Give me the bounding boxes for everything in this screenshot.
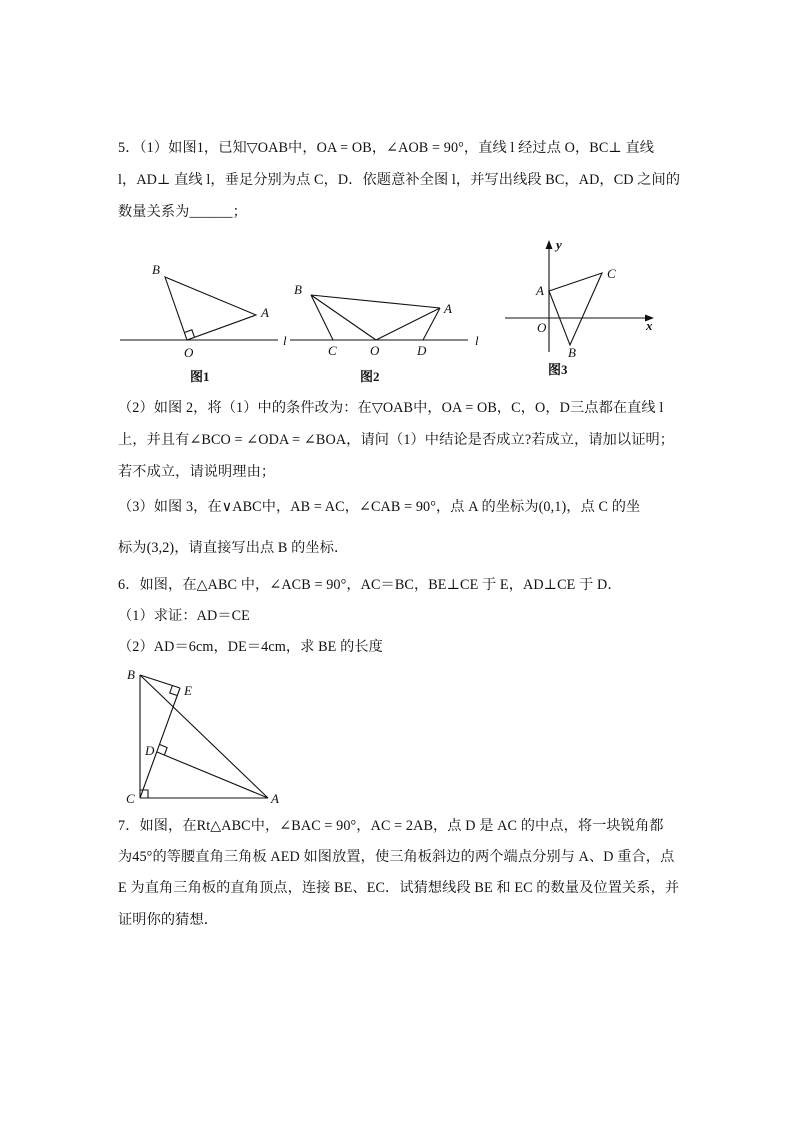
q7-line-3: E 为直角三角板的直角顶点，连接 BE、EC．试猜想线段 BE 和 EC 的数量及位置关系，并 [118, 880, 680, 896]
q5-part3-line-2: 标为(3,2)，请直接写出点 B 的坐标． [118, 540, 349, 556]
q5-part2-line-1: （2）如图 2，将（1）中的条件改为：在▽OAB中，OA = OB，C，O，D三点都在直线 l [118, 400, 664, 416]
q5-line-3: 数量关系为______； [118, 204, 247, 220]
fig2-label-a: A [444, 301, 452, 316]
fig3-y-arrow-icon [546, 240, 553, 249]
figure-3 [505, 237, 654, 377]
q5-line-2: l，AD⊥ 直线 l，垂足分别为点 C，D．依题意补全图 l，并写出线段 BC，AD，CD 之间的 [118, 172, 681, 188]
q6-line-1: 6．如图，在△ABC 中，∠ACB = 90°，AC＝BC，BE⊥CE 于 E，AD⊥CE 于 D． [118, 577, 622, 593]
fig2-label-c: C [328, 343, 337, 358]
fig3-label-b: B [568, 345, 576, 360]
fig2-label-l: l [475, 333, 479, 348]
q7-line-4: 证明你的猜想． [118, 912, 219, 928]
q6-segment-ad [157, 752, 268, 798]
q5-part3-line-1: （3）如图 3，在∨ABC中，AB = AC，∠CAB = 90°，点 A 的坐标为(0,1)，点 C 的坐 [118, 499, 641, 515]
fig2-segment-oa [376, 308, 440, 340]
fig1-caption: 图1 [190, 369, 210, 384]
q6-line-2: （1）求证：AD＝CE [118, 608, 250, 624]
q6-label-b: B [127, 667, 135, 682]
q6-label-c: C [126, 791, 135, 806]
q7-line-1: 7．如图，在Rt△ABC中，∠BAC = 90°，AC = 2AB，点 D 是 AC 的中点，将一块锐角都 [118, 818, 664, 834]
fig2-caption: 图2 [360, 369, 380, 384]
q6-label-a: A [271, 791, 279, 806]
figure-q6 [126, 667, 279, 806]
q5-part2-line-2: 上，并且有∠BCO = ∠ODA = ∠BOA，请问（1）中结论是否成立?若成立，请加以证明； [118, 432, 675, 448]
q6-label-e: E [184, 683, 192, 698]
q5-part2-line-3: 若不成立，请说明理由； [118, 464, 276, 480]
fig1-label-o: O [184, 345, 194, 360]
q7-line-2: 为45°的等腰直角三角板 AED 如图放置，使三角板斜边的两个端点分别与 A、D 重合，点 [118, 849, 675, 865]
fig3-label-a: A [536, 283, 544, 298]
fig3-caption: 图3 [548, 362, 568, 377]
fig3-label-c: C [607, 266, 616, 281]
fig2-segment-ba [311, 295, 440, 308]
q6-segment-ab [140, 675, 268, 798]
fig2-label-d: D [417, 343, 427, 358]
figure-2 [290, 282, 479, 384]
figure-1 [120, 262, 287, 384]
fig3-triangle-abc [549, 273, 602, 345]
fig1-triangle-oab [165, 277, 256, 340]
fig2-segment-bo [311, 295, 376, 340]
fig1-label-a: A [261, 305, 269, 320]
fig3-label-o: O [537, 320, 547, 335]
fig3-label-x: x [646, 318, 653, 333]
q6-line-3: （2）AD＝6cm，DE＝4cm，求 BE 的长度 [118, 639, 383, 655]
fig2-label-b: B [294, 282, 302, 297]
fig2-segment-bc [311, 295, 333, 340]
fig1-label-l: l [283, 333, 287, 348]
fig2-label-o: O [370, 343, 380, 358]
fig1-label-b: B [152, 262, 160, 277]
fig3-label-y: y [556, 237, 562, 252]
q6-label-d: D [145, 743, 155, 758]
q5-line-1: 5．（1）如图1，已知▽OAB中，OA = OB，∠AOB = 90°，直线 l 经过点 O，BC⊥ 直线 [118, 140, 655, 156]
